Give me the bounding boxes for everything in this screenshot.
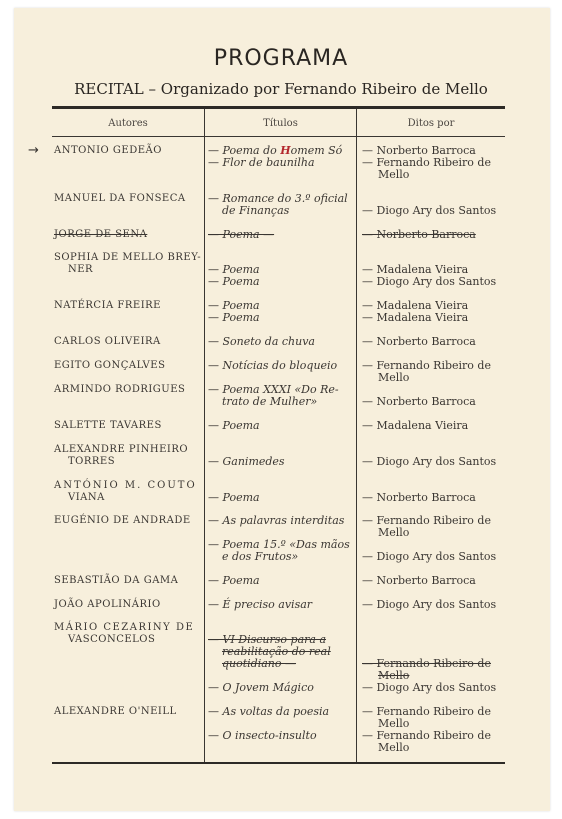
- poem-title: — Poema: [208, 275, 260, 288]
- author-name: SOPHIA DE MELLO BREY-: [54, 252, 202, 263]
- poem-title: — Ganimedes: [208, 455, 285, 468]
- performer-name: — Diogo Ary dos Santos: [362, 275, 497, 288]
- performer-name: — Madalena Vieira: [362, 299, 469, 312]
- poem-title: — Poema do Homem Só: [208, 144, 343, 157]
- poem-title: quotidiano —: [222, 657, 297, 670]
- author-name: VIANA: [68, 492, 105, 503]
- author-name: ALEXANDRE O'NEILL: [54, 706, 177, 717]
- poem-title: — Poema: [208, 491, 260, 504]
- poem-title: — Poema: [208, 263, 260, 276]
- poem-title: — Flor de baunilha: [208, 156, 315, 169]
- performer-name: — Norberto Barroca: [362, 228, 476, 241]
- page-subtitle: RECITAL – Organizado por Fernando Ribeiro de Mello: [74, 80, 488, 98]
- author-name: CARLOS OLIVEIRA: [54, 336, 161, 347]
- author-name: ALEXANDRE PINHEIRO: [54, 444, 189, 455]
- performer-name: — Norberto Barroca: [362, 335, 476, 348]
- author-name: ANTÓNIO M. COUTO: [54, 480, 197, 491]
- poem-title: — Poema: [208, 419, 260, 432]
- author-name: ANTONIO GEDEÃO: [54, 145, 162, 156]
- arrow-mark: →: [28, 143, 39, 158]
- handwritten-letter: H: [280, 144, 291, 157]
- performer-name: — Madalena Vieira: [362, 263, 469, 276]
- performer-name: Mello: [378, 717, 410, 730]
- author-name: MÁRIO CEZARINY DE: [54, 622, 195, 633]
- performer-name: Mello: [378, 669, 410, 682]
- poem-title: — As voltas da poesia: [208, 705, 330, 718]
- author-name: VASCONCELOS: [68, 634, 156, 645]
- poem-title: reabilitação do real: [222, 645, 331, 658]
- header-rule: [52, 136, 505, 137]
- poem-title: — É preciso avisar: [208, 598, 313, 611]
- column-divider: [356, 109, 357, 762]
- author-name: SALETTE TAVARES: [54, 420, 162, 431]
- column-divider: [204, 109, 205, 762]
- author-name: NATÉRCIA FREIRE: [54, 300, 161, 311]
- performer-name: — Diogo Ary dos Santos: [362, 204, 497, 217]
- author-name: NER: [68, 264, 94, 275]
- poem-title: de Finanças: [222, 204, 290, 217]
- performer-name: — Diogo Ary dos Santos: [362, 598, 497, 611]
- poem-title: — VI Discurso para a: [208, 633, 327, 646]
- poem-title: — Poema: [208, 574, 260, 587]
- performer-name: — Norberto Barroca: [362, 395, 476, 408]
- author-name: JOÃO APOLINÁRIO: [54, 599, 161, 610]
- performer-name: — Norberto Barroca: [362, 574, 476, 587]
- poem-title: — O Jovem Mágico: [208, 681, 314, 694]
- poem-title: — As palavras interditas: [208, 514, 345, 527]
- performer-name: — Fernando Ribeiro de: [362, 514, 491, 527]
- performer-name: — Norberto Barroca: [362, 491, 476, 504]
- column-header-authors: Autores: [108, 118, 148, 129]
- author-name: SEBASTIÃO DA GAMA: [54, 575, 179, 586]
- performer-name: — Madalena Vieira: [362, 419, 469, 432]
- author-name: EGITO GONÇALVES: [54, 360, 166, 371]
- poem-title: — Soneto da chuva: [208, 335, 315, 348]
- performer-name: Mello: [378, 526, 410, 539]
- poem-title: — Poema: [208, 299, 260, 312]
- performer-name: — Norberto Barroca: [362, 144, 476, 157]
- page-title: PROGRAMA: [213, 46, 349, 71]
- performer-name: — Fernando Ribeiro de: [362, 705, 491, 718]
- poem-title: — Poema XXXI «Do Re-: [208, 383, 339, 396]
- column-header-titles: Títulos: [263, 118, 298, 129]
- author-name: EUGÉNIO DE ANDRADE: [54, 515, 191, 526]
- performer-name: — Diogo Ary dos Santos: [362, 681, 497, 694]
- poem-title: trato de Mulher»: [222, 395, 318, 408]
- performer-name: — Diogo Ary dos Santos: [362, 455, 497, 468]
- poem-title: — O insecto-insulto: [208, 729, 317, 742]
- performer-name: Mello: [378, 371, 410, 384]
- performer-name: — Fernando Ribeiro de: [362, 359, 491, 372]
- performer-name: — Fernando Ribeiro de: [362, 156, 491, 169]
- author-name: TORRES: [68, 456, 116, 467]
- poem-title: — Notícias do bloqueio: [208, 359, 338, 372]
- performer-name: — Fernando Ribeiro de: [362, 729, 491, 742]
- poem-title: — Romance do 3.º oficial: [208, 192, 348, 205]
- author-name: ARMINDO RODRIGUES: [54, 384, 186, 395]
- performer-name: — Madalena Vieira: [362, 311, 469, 324]
- author-name: MANUEL DA FONSECA: [54, 193, 186, 204]
- bottom-rule: [52, 762, 505, 764]
- poem-title: — Poema 15.º «Das mãos: [208, 538, 350, 551]
- top-rule: [52, 106, 505, 109]
- column-header-performers: Ditos por: [407, 118, 455, 129]
- performer-name: Mello: [378, 168, 410, 181]
- poem-title: e dos Frutos»: [222, 550, 299, 563]
- performer-name: — Fernando Ribeiro de: [362, 657, 491, 670]
- poem-title: — Poema: [208, 311, 260, 324]
- poem-title: — Poema —: [208, 228, 275, 241]
- performer-name: — Diogo Ary dos Santos: [362, 550, 497, 563]
- performer-name: Mello: [378, 741, 410, 754]
- author-name: JORGE DE SENA: [54, 229, 148, 240]
